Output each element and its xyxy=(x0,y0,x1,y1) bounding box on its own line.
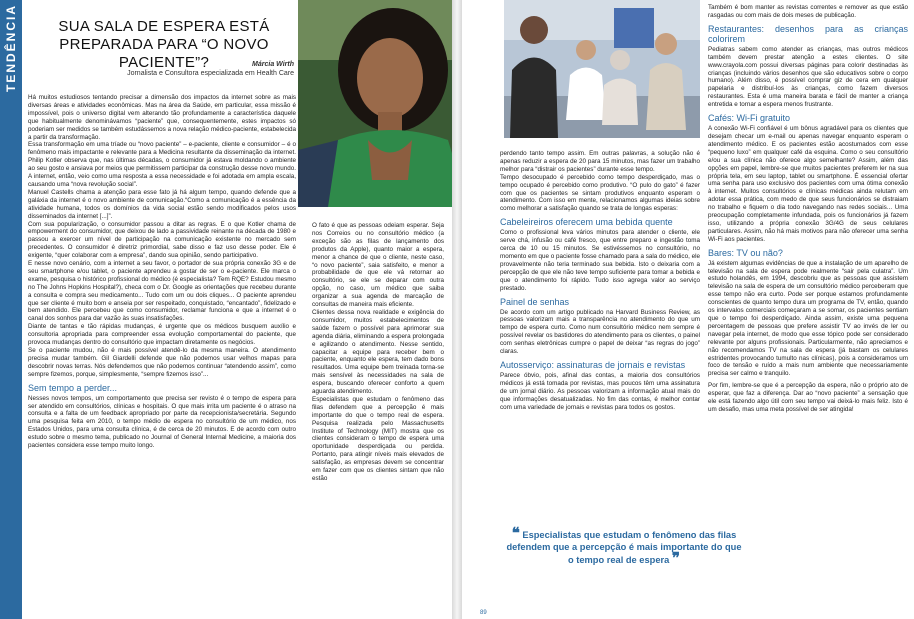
subheading: Cabeleireiros oferecem uma bebida quente xyxy=(500,217,673,228)
paragraph: Essa transformação em uma tríade ou “novo paciente” – e-paciente, cliente e consumidor – é o fenômeno mais impactante e relevante para a Medicina resultante da disseminação da internet. Philip Kotler observa que, nas últimas décadas, o consumidor já estava moldando o ambiente ao seu gosto e ansiava por meios que permitissem participar da construção desse novo mundo. A internet, então, veio como uma resposta a essa necessidade e foi adotada em ampla escala, causando uma “nova revolução social”. xyxy=(28,141,296,188)
subheading: Autosserviço: assinaturas de jornais e revistas xyxy=(500,359,686,370)
paragraph: Pediatras sabem como atender as crianças, mas outros médicos também devem prestar atenção a estes clientes. O site www.crayola.com possui diversas páginas para colorir destinadas às crianças (incluindo vários desenhos que são educativos sobre o corpo humano). Além disso, é possível comprar giz de cera em qualquer papelaria e distribuí-los às crianças, como fazem diversos restaurantes. Esta é uma maneira barata e fácil de manter a criança entretida e tornar a espera menos frustrante. xyxy=(708,45,908,109)
paragraph: E nesse novo cenário, com a internet a seu favor, o portador de sua própria conexão 3G e de seu smartphone e/ou tablet, o paciente aprendeu a gostar de ser o e-paciente. Ele marca o exame, pesquisa o histórico profissional do médico (é especialista? Tem RQE? Estudou mesmo no The Johns Hopkins Hospital?), checa com o Dr. Google as orientações que recebeu durante a consulta e compra seu medicamento... Tudo com um ou dois cliques... O paciente aprendeu que ser cliente é muito bom e anseia por ser respeitado, conquistado, “encantado”, fidelizado e bem atendido. Ele percebeu que como consumidor, reclamar funciona e que a internet é o canal dos sonhos para dar vazão às suas insatisfações. xyxy=(28,260,296,323)
paragraph: Diante de tantas e tão rápidas mudanças, é urgente que os médicos busquem auxílio e consultoria apropriada para compreender essa evolução comportamental do paciente, que provoca mudanças dentro do consultório que impactam diretamente os negócios. xyxy=(28,323,296,347)
paragraph: Já existem algumas evidências de que a instalação de um aparelho de televisão na sala de espera pode realmente “sair pela culatra”. Um estudo holandês, em 1994, descobriu que as pessoas que assistem televisão na sala de espera de um consultório médico perceberam que esse tempo não era curto. Pode ser porque estamos profundamente conscientes de quanto tempo dura um programa de TV, então, quando os intervalos comerciais começaram a se somar, os pacientes sentiam que o tempo foi desperdiçado. Ainda assim, existe uma pequena percentagem de pessoas que prefere assistir TV ao invés de ler ou navegar pela internet, de modo que esse tópico pode ser considerado relevante por alguns profissionais. Particularmente, não apreciamos e não recomendamos TV na sala de espera (já bastam os celulares estridentes provocando tumulto nas clínicas), pois a consideramos um foco de tensão e ruído a mais num ambiente que necessariamente precisa ser calmo e tranquilo. xyxy=(708,259,908,378)
paragraph: O fato é que as pessoas odeiam esperar. Seja nos Correios ou no consultório médico (a exceção são as filas de lançamento dos produtos da Apple), quanto maior a espera, menor a chance de que o cliente, neste caso, “o novo paciente”, saia satisfeito, e menor a probabilidade de que ele vá retornar ao consultório, se ele se deparar com outra opção, no caso, um médico que saiba organizar a sua agenda de marcação de consultas de maneira mais eficiente. xyxy=(312,222,444,309)
paragraph: Como o profissional leva vários minutos para atender o cliente, ele serve chá, infusão ou café fresco, que entre preparo e ingestão toma cerca de 10 ou 15 minutos. Se estivéssemos no consultório, no momento em que o paciente fosse chamado para a sala do médico, ele provavelmente não teria terminado sua bebida. Isto o deixaria com a percepção de que ele não teve tempo suficiente para tomar a bebida e que o atendimento foi rápido. Tudo isso agrega valor ao serviço prestado. xyxy=(500,229,700,292)
section-tab xyxy=(0,0,22,619)
right-column-2 xyxy=(708,4,908,604)
subheading: Painel de senhas xyxy=(500,296,570,307)
subheading: Sem tempo a perder... xyxy=(28,382,118,393)
right-page xyxy=(462,0,914,619)
right-column-1 xyxy=(500,150,700,525)
author-name: Márcia Wirth xyxy=(252,61,294,68)
paragraph: Também é bom manter as revistas correntes e remover as que estão rasgadas ou com mais de dois meses de publicação. xyxy=(708,4,908,19)
subheading: Cafés: Wi-Fi gratuito xyxy=(708,113,791,124)
left-column-2 xyxy=(312,222,444,609)
author-role: Jornalista e Consultora especializada em Health Care xyxy=(127,70,294,77)
paragraph: Se o paciente mudou, não é mais possível atendê-lo da mesma maneira. O atendimento precisa mudar também. Gil Giardelli defende que não podemos usar velhos mapas para descobrir novas terras. Nós defendemos que não podemos continuar “atendendo assim”, como sempre fizemos, porque, simplesmente, “sempre fizemos isso”... xyxy=(28,347,296,378)
page-number-right: 89 xyxy=(480,610,487,616)
paragraph: Por fim, lembre-se que é a percepção da espera, não o próprio ato de esperar, que faz a diferença. Dar ao “novo paciente” a sensação que ele está fazendo algo útil com seu tempo vai deixá-lo mais feliz. Isto é um desafio, mas uma meta possível de ser atingida! xyxy=(708,382,908,413)
paragraph: Tempo desocupado é percebido como tempo desperdiçado, mas o tempo ocupado é percebido como produtivo. “O pulo do gato” é fazer com que os pacientes se sintam produtivos enquanto esperam o atendimento. Com isso em mente, relacionamos algumas ideias sobre como melhorar a satisfação quando se trata de longas esperas: xyxy=(500,173,700,213)
pull-quote xyxy=(506,525,742,567)
paragraph: Parece óbvio, pois, afinal das contas, a maioria dos consultórios médicos já está tomada por revistas, mas poucos têm uma assinatura de um jornal diário. As pessoas valorizam a informação atual mais do que informações desatualizadas. No fim das contas, é melhor contar com uma variedade de jornais e revistas para todos os gostos. xyxy=(500,371,700,411)
page-gutter xyxy=(452,0,462,619)
page-number-left: 88 xyxy=(8,610,15,616)
left-column-1 xyxy=(28,94,296,609)
paragraph: Com sua popularização, o consumidor passou a ditar as regras. E o que Kotler chama de empowerment do consumidor, que deixou de lado a passividade reinante na década de 1980 e passou a exercer um nível de participação na comunicação existente no mercado sem precedentes. O consumidor é diretriz primordial, sabe disso e faz uso desse poder. Ele é exigente, “quer colaborar com a empresa”, dando sua opinião, sendo participativo. xyxy=(28,220,296,260)
subheading: Restaurantes: desenhos para as crianças colorirem xyxy=(708,23,908,44)
section-tab-label: TENDÊNCIA xyxy=(4,3,18,92)
paragraph: Nesses novos tempos, um comportamento que precisa ser revisto é o tempo de espera para ser atendido em consultórios, clínicas e hospitais. O que mais irrita um paciente é o atraso na consulta e a falta de um feedback apropriado por parte da recepcionista/secretária. Segundo uma pesquisa feita em 2010, o tempo médio de espera no consultório de um médico, nos Estados Unidos, para uma consulta clínica, é de cerca de 20 minutos. E de acordo com outro estudo sobre o mesmo tema, publicado no Journal of General Internal Medicine, a maioria dos pacientes considera esse tempo muito longo. xyxy=(28,394,296,450)
author-credit xyxy=(127,60,294,78)
author-photo xyxy=(298,0,452,207)
waiting-room-image xyxy=(504,0,700,138)
paragraph: A conexão Wi-Fi confiável é um bônus agradável para os clientes que desejam checar um e-mail ou apenas navegar enquanto esperam o atendimento médico. E os pacientes estão acostumados com esse “pequeno luxo” em qualquer café da esquina. Como o seu consultório e/ou a sua clínica não oferece algo semelhante? Assim, além das opções em papel, lembre-se que muitos pacientes preferem ler na sua própria tela, em seu laptop, tablet ou smartphone. É essencial ofertar uma senha para uso exclusivo dos pacientes com uma ótima conexão à internet. Muitos consultórios e clínicas médicas ainda relutam em adotar essa prática, com medo de que seus funcionários se distraiam no trabalho e fiquem o dia todo navegando nas redes sociais... Uma preocupação completamente infundada, pois os funcionários já fazem isso, utilizando a própria conexão 3G/4G de seus celulares particulares. Assim, não há mais motivos para não oferecer uma senha Wi-Fi aos pacientes. xyxy=(708,125,908,243)
left-page xyxy=(0,0,452,619)
paragraph: Clientes dessa nova realidade e exigência do consumidor, muitos estabelecimentos de saúde fazem o possível para aprimorar sua agenda diária, eliminando a espera prolongada e agilizando o atendimento. Nesse sentido, capacitar a equipe para receber bem o paciente, enquanto ele espera, tem dado bons resultados. Uma equipe bem treinada torna-se mais sensível às necessidades na sala de espera, buscando oferecer conforto a quem aguarda atendimento. xyxy=(312,308,444,396)
waiting-room-photo xyxy=(504,0,700,138)
woman-portrait-image xyxy=(298,0,452,207)
paragraph: Há muitos estudiosos tentando precisar a dimensão dos impactos da internet sobre as mais diversas áreas e atividades econômicas. Mas na área da Saúde, em particular, essa missão é impossível, pois o universo digital vem alterando tão profundamente a característica daquele que habitualmente denominávamos “paciente” que, consequentemente, estes impactos só poderiam ser medidos se também estudássemos a nova relação médico-paciente, estabelecida a partir da transformação. xyxy=(28,94,296,141)
pull-quote-text: Especialistas que estudam o fenômeno das filas defendem que a percepção é mais importante do que o tempo real de espera xyxy=(506,530,742,565)
open-quote-icon: ❝ xyxy=(511,525,520,542)
close-quote-icon: ❞ xyxy=(671,550,680,567)
subheading: Bares: TV ou não? xyxy=(708,247,783,258)
paragraph: perdendo tanto tempo assim. Em outras palavras, a solução não é apenas reduzir a espera de 20 para 15 minutos, mas fazer um trabalho melhor para “distrair os pacientes” durante esse tempo. xyxy=(500,150,700,173)
paragraph: De acordo com um artigo publicado na Harvard Business Review, as pessoas valorizam mais a transparência no atendimento do que um tempo de espera curto. Como num consultório médico nem sempre é possível revelar os bastidores do atendimento para os clientes, o painel com senhas eletrônicas cumpre o papel de deixar “as regras do jogo” claras. xyxy=(500,308,700,356)
paragraph: Manuel Castells chama a atenção para esse fato já há algum tempo, quando defende que a galáxia da internet é o novo ambiente de comunicação.“Como a comunicação é a essência da atividade humana, todos os domínios da vida social estão sendo modificados pelos usos disseminados da internet [...]”. xyxy=(28,188,296,220)
paragraph: Especialistas que estudam o fenômeno das filas defendem que a percepção é mais importante do que o tempo real de espera. Pesquisa realizada pelo Massachusetts Institute of Technology (MIT) mostra que os clientes consideram o tempo de espera uma oportunidade desperdiçada ou perdida. Portanto, para atingir níveis mais elevados de satisfação, as empresas devem se concentrar em fazer com que os clientes sintam que não estão xyxy=(312,395,444,482)
article-title: SUA SALA DE ESPERA ESTÁ PREPARADA PARA “O NOVO PACIENTE”? xyxy=(58,18,270,71)
